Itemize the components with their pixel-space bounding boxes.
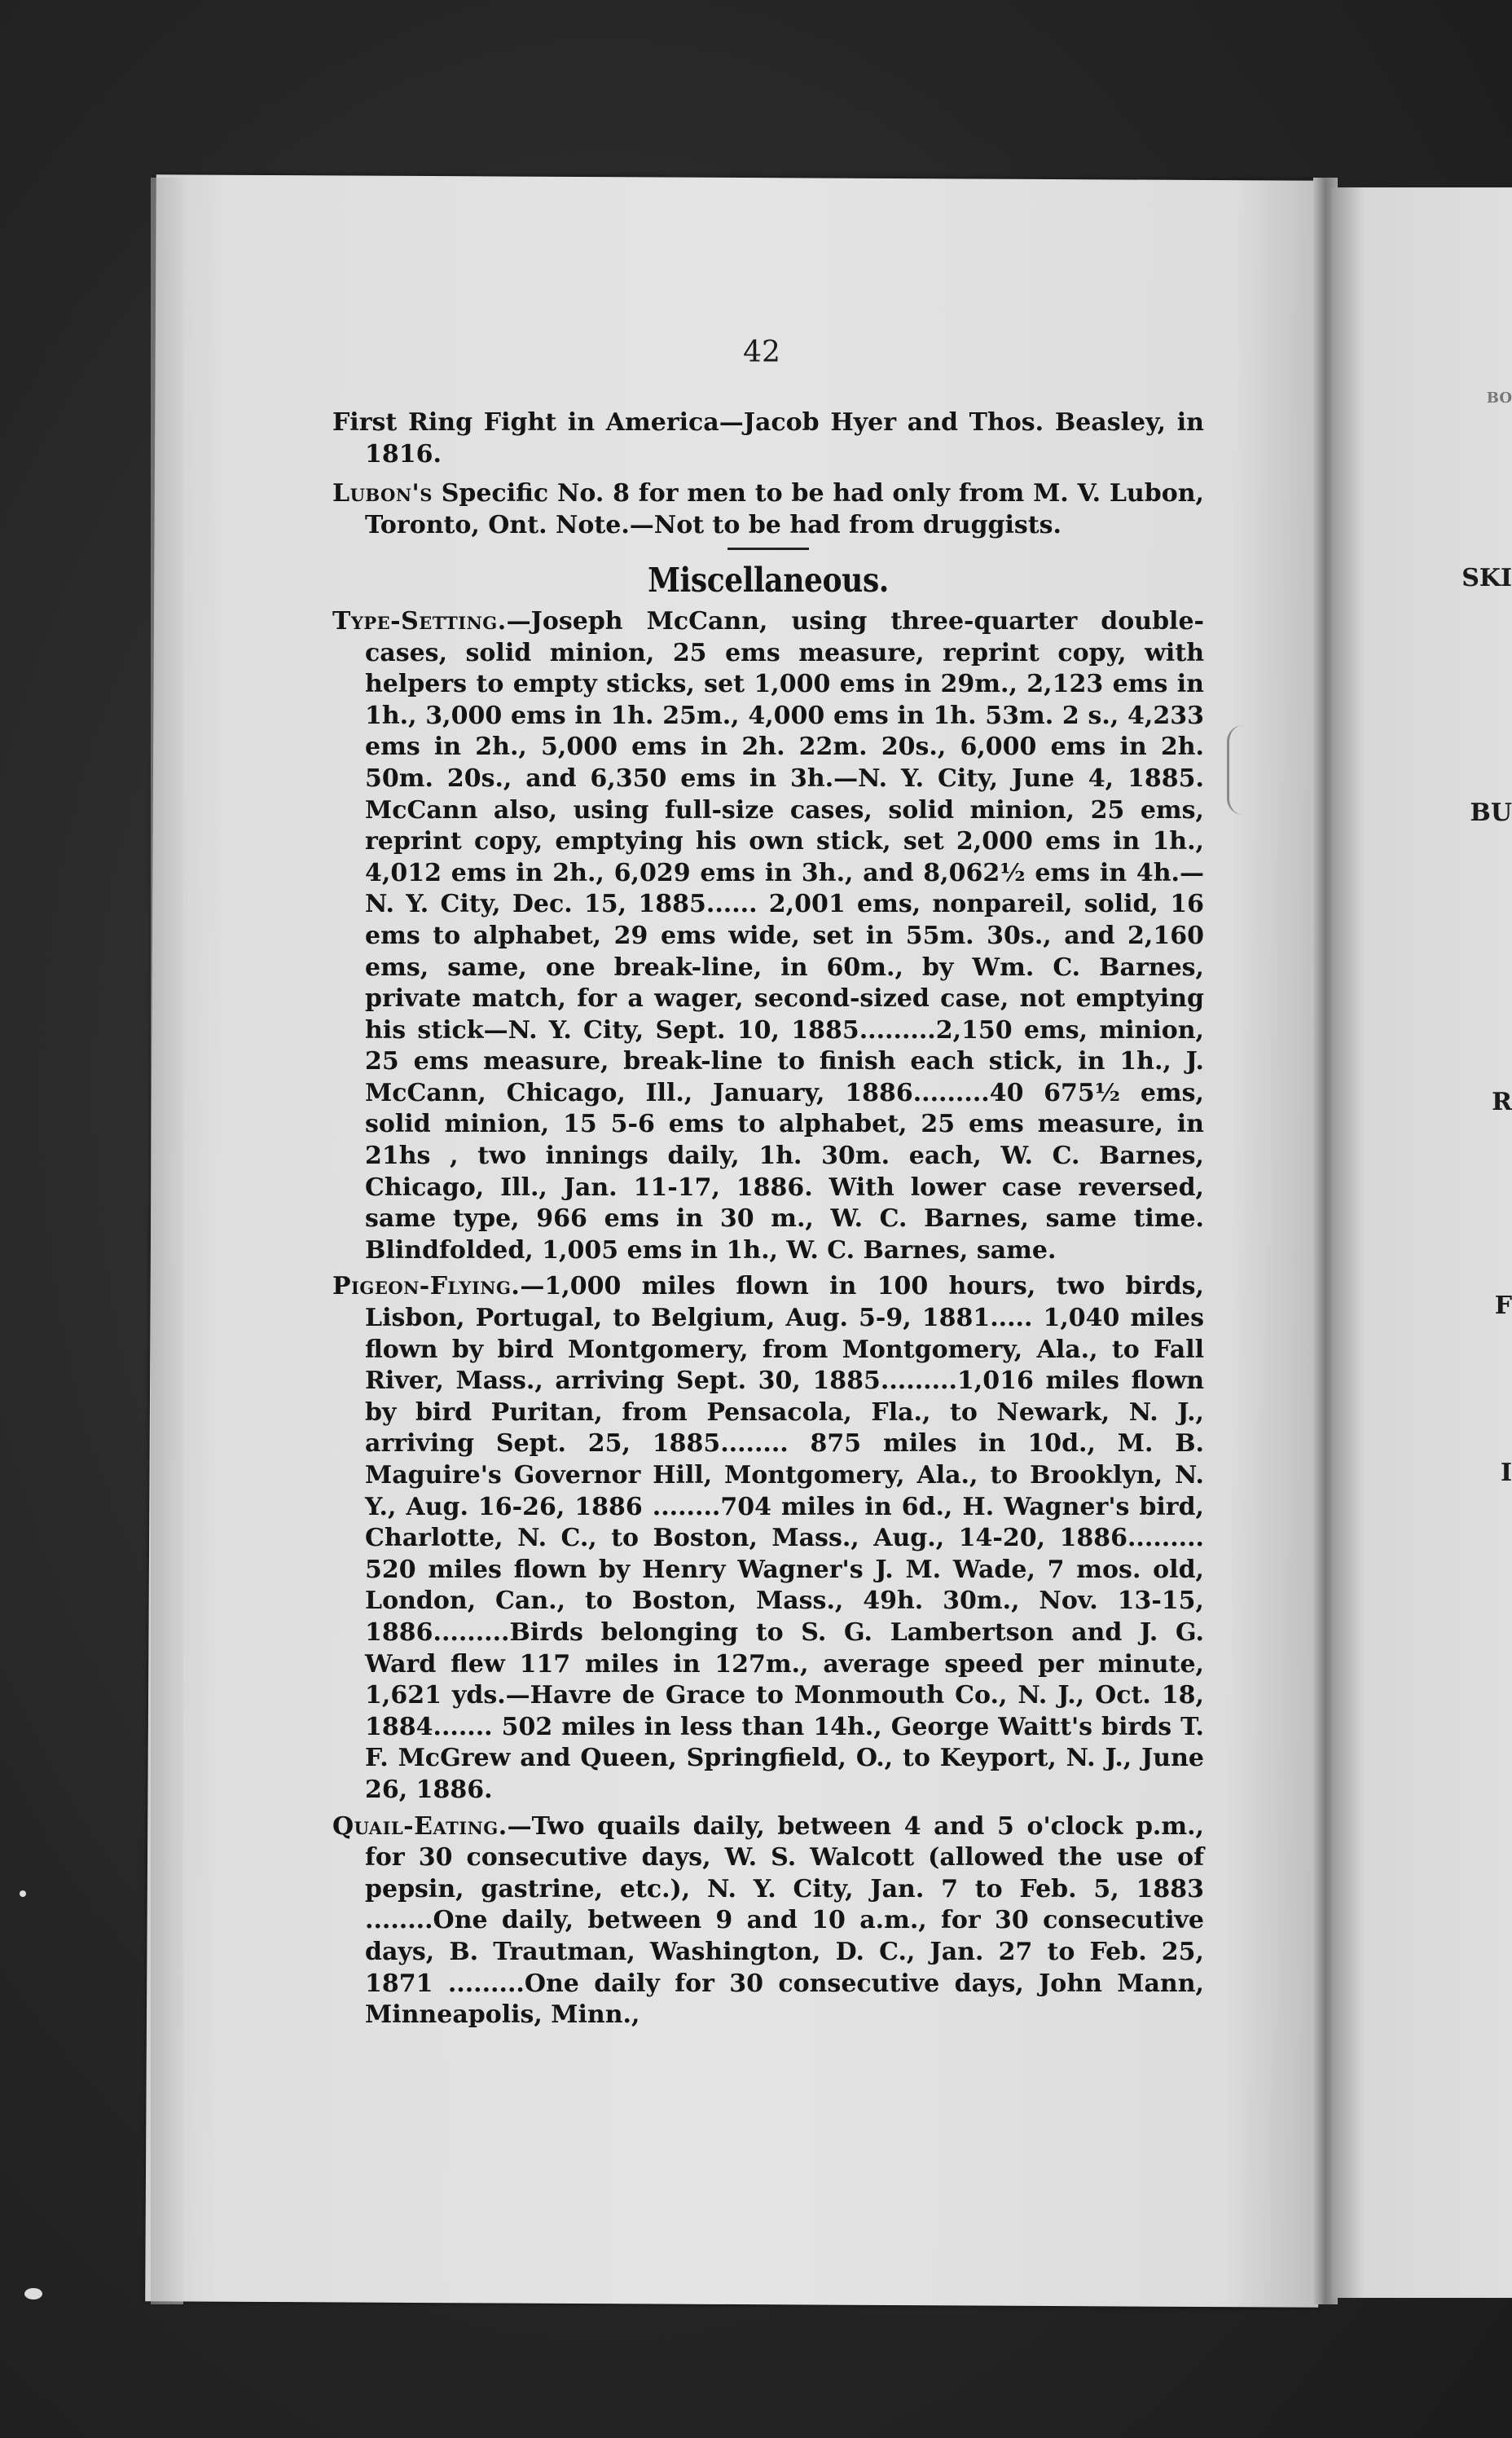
entry-type-setting (332, 606, 1204, 1266)
entry-lubon-note (332, 478, 1204, 541)
entry-ring-fight (332, 407, 1204, 470)
facing-fragment: BO (1486, 389, 1512, 407)
entry-text: —Joseph McCann, using three-quarter double-cases, solid minion, 25 ems measure, reprint copy, with helpers to empty sticks, set 1,000 ems in 29m., 2,123 ems in 1h., 3,000 ems in 1h. 25m., 4,000 ems in 1h. 53m. 2 s., 4,233 ems in 2h., 5,000 ems in 2h. 22m. 20s., 6,000 ems in 2h. 50m. 20s., and 6,350 ems in 3h.—N. Y. City, June 4, 1885. McCann also, using full-size cases, solid minion, 25 ems, reprint copy, emptying his own stick, set 2,000 ems in 1h., 4,012 ems in 2h., 6,029 ems in 3h., and 8,062½ ems in 4h.—N. Y. City, Dec. 15, 1885...... 2,001 ems, nonpareil, solid, 16 ems to alphabet, 29 ems wide, set in 55m. 30s., and 2,160 ems, same, one break-line, in 60m., by Wm. C. Barnes, private match, for a wager, second-sized case, not emptying his stick—N. Y. City, Sept. 10, 1885.........2,150 ems, minion, 25 ems measure, break-line to finish each stick, in 1h., J. McCann, Chicago, Ill., January, 1886.........40 675½ ems, solid minion, 15 5-6 ems to alphabet, 25 ems measure, in 21hs , two innings daily, 1h. 30m. each, W. C. Barnes, Chicago, Ill., Jan. 11-17, 1886. With lower case reversed, same type, 966 ems in 30 m., W. C. Barnes, same time. Blindfolded, 1,005 ems in 1h., W. C. Barnes, same. (365, 606, 1204, 1265)
entry-lead: Lubon's (332, 479, 433, 508)
facing-fragment: I (1500, 1459, 1512, 1487)
facing-page (1332, 187, 1512, 2298)
section-heading: Miscellaneous. (648, 561, 889, 601)
entry-pigeon-flying (332, 1271, 1204, 1806)
entry-text: —Two quails daily, between 4 and 5 o'clock p.m., for 30 consecutive days, W. S. Walcott (allowed the use of pepsin, gastrine, etc.), N. Y. City, Jan. 7 to Feb. 5, 1883 ........One daily, between 9 and 10 a.m., for 30 consecutive days, B. Trautman, Washington, D. C., Jan. 27 to Feb. 25, 1871 .........One daily for 30 consecutive days, John Mann, Minneapolis, Minn., (365, 1811, 1204, 2030)
entry-lead: Pigeon-Flying. (332, 1272, 521, 1301)
page-text (332, 407, 1204, 2036)
entry-text: —1,000 miles flown in 100 hours, two birds, Lisbon, Portugal, to Belgium, Aug. 5-9, 1881..... 1,040 miles flown by bird Montgomery, from Montgomery, Ala., to Fall River, Mass., arriving Sept. 30, 1885.........1,016 miles flown by bird Puritan, from Pensacola, Fla., to Newark, N. J., arriving Sept. 25, 1885........ 875 miles in 10d., M. B. Maguire's Governor Hill, Montgomery, Ala., to Brooklyn, N. Y., Aug. 16-26, 1886 ........704 miles in 6d., H. Wagner's bird, Charlotte, N. C., to Boston, Mass., Aug., 14-20, 1886......... 520 miles flown by Henry Wagner's J. M. Wade, 7 mos. old, London, Can., to Boston, Mass., 49h. 30m., Nov. 13-15, 1886.........Birds belonging to S. G. Lambertson and J. G. Ward flew 117 miles in 127m., average speed per minute, 1,621 yds.—Havre de Grace to Monmouth Co., N. J., Oct. 18, 1884....... 502 miles in less than 14h., George Waitt's birds T. F. McGrew and Queen, Springfield, O., to Keyport, N. J., June 26, 1886. (365, 1272, 1204, 1804)
facing-fragment: R (1492, 1088, 1512, 1116)
dust-mark (20, 1890, 26, 1897)
entry-text: Specific No. 8 for men to be had only from M. V. Lubon, Toronto, Ont. Note.—Not to be had from druggists. (365, 479, 1204, 539)
page-number: 42 (743, 336, 780, 369)
dust-mark (24, 2288, 42, 2299)
facing-fragment: F (1494, 1292, 1512, 1320)
page-edge (151, 178, 183, 2304)
entry-quail-eating (332, 1811, 1204, 2031)
entry-lead: Type-Setting. (332, 606, 507, 636)
facing-fragment: BU (1470, 799, 1512, 827)
section-divider (727, 548, 809, 550)
pencil-mark (1227, 725, 1249, 815)
entry-text: First Ring Fight in America—Jacob Hyer and Thos. Beasley, in 1816. (332, 408, 1204, 469)
entry-lead: Quail-Eating. (332, 1811, 508, 1841)
facing-fragment: SKI (1461, 564, 1512, 592)
